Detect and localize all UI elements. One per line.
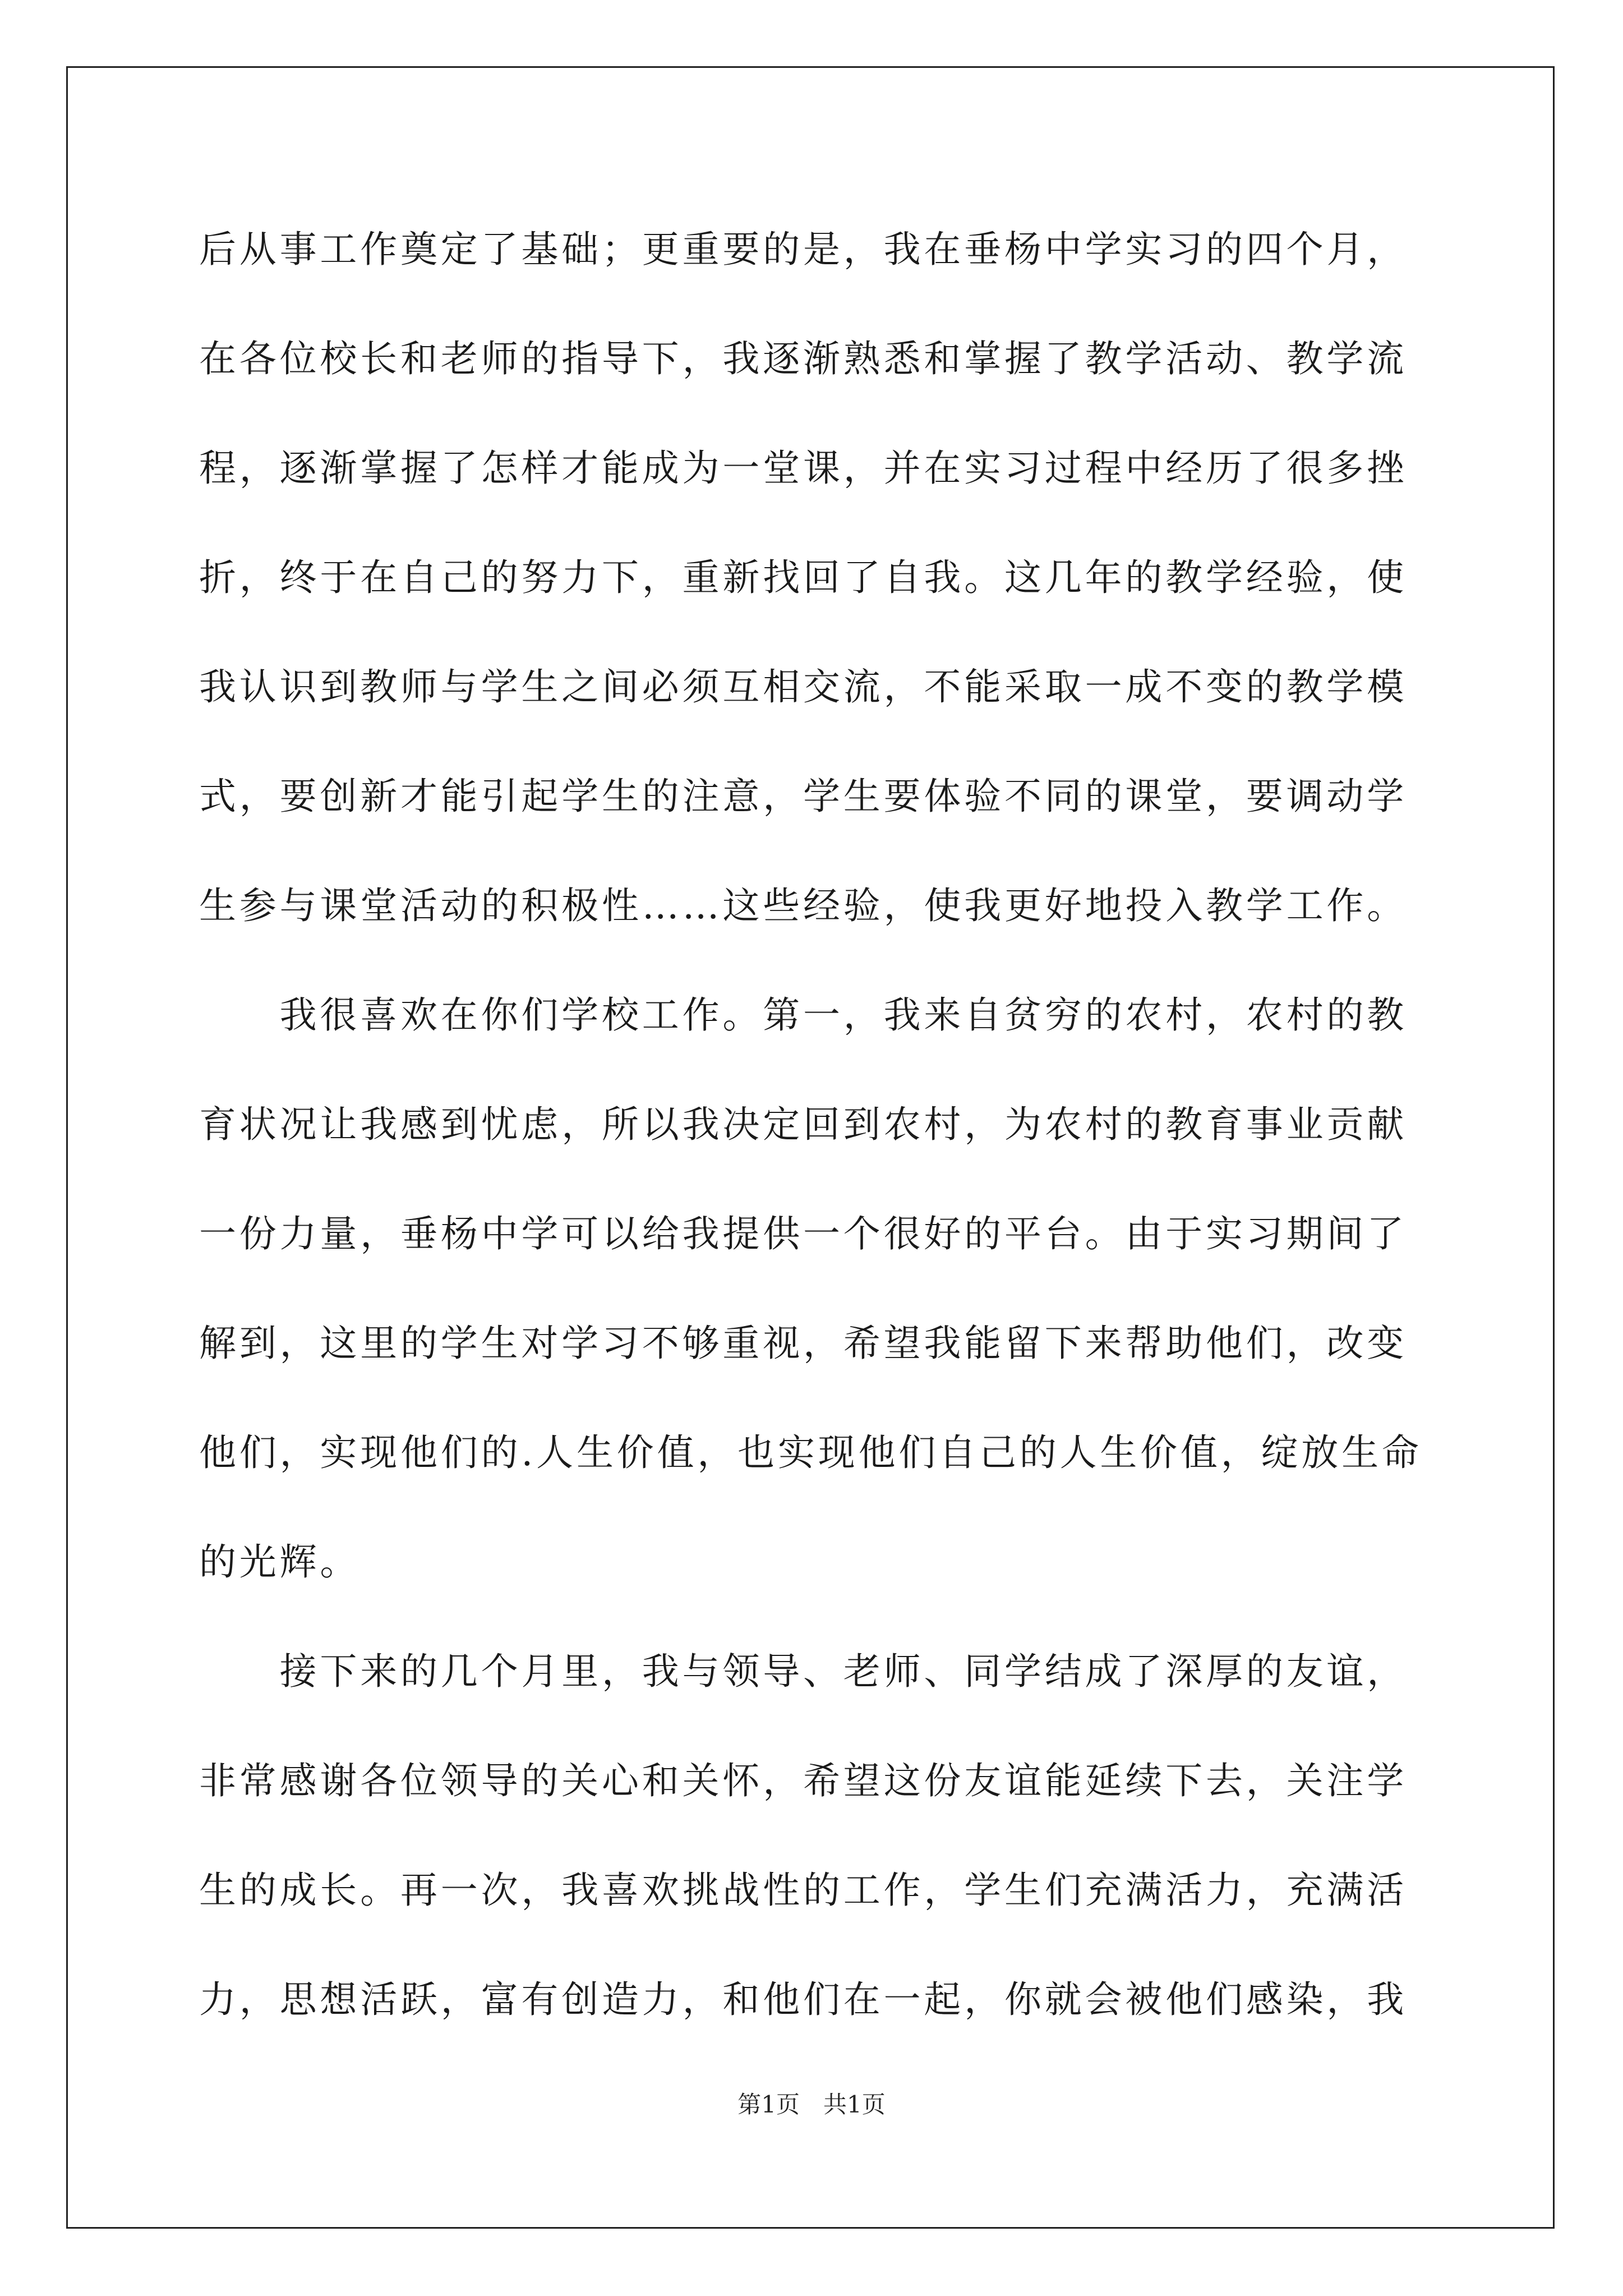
text-line: 接下来的几个月里，我与领导、老师、同学结成了深厚的友谊， bbox=[199, 1650, 1407, 1693]
text-line: 一份力量，垂杨中学可以给我提供一个很好的平台。由于实习期间了 bbox=[199, 1212, 1407, 1255]
text-line: 在各位校长和老师的指导下，我逐渐熟悉和掌握了教学活动、教学流 bbox=[199, 337, 1407, 380]
text-line: 程，逐渐掌握了怎样才能成为一堂课，并在实习过程中经历了很多挫 bbox=[199, 447, 1407, 490]
text-line: 育状况让我感到忧虑，所以我决定回到农村，为农村的教育事业贡献 bbox=[199, 1103, 1407, 1146]
text-line: 力，思想活跃，富有创造力，和他们在一起，你就会被他们感染，我 bbox=[199, 1978, 1407, 2021]
text-line: 生的成长。再一次，我喜欢挑战性的工作，学生们充满活力，充满活 bbox=[199, 1869, 1407, 1912]
text-line: 非常感谢各位领导的关心和关怀，希望这份友谊能延续下去，关注学 bbox=[199, 1759, 1407, 1802]
text-line: 生参与课堂活动的积极性……这些经验，使我更好地投入教学工作。 bbox=[199, 884, 1407, 927]
text-line: 式，要创新才能引起学生的注意，学生要体验不同的课堂，要调动学 bbox=[199, 775, 1407, 818]
text-line: 折，终于在自己的努力下，重新找回了自我。这几年的教学经验，使 bbox=[199, 556, 1407, 599]
text-line: 后从事工作奠定了基础；更重要的是，我在垂杨中学实习的四个月， bbox=[199, 228, 1407, 271]
text-line: 我很喜欢在你们学校工作。第一，我来自贫穷的农村，农村的教 bbox=[199, 993, 1407, 1037]
text-line: 他们，实现他们的.人生价值，也实现他们自己的人生价值，绽放生命 bbox=[199, 1431, 1422, 1474]
text-line: 我认识到教师与学生之间必须互相交流，不能采取一成不变的教学模 bbox=[199, 665, 1407, 708]
page-footer: 第1页 共1页 bbox=[737, 2091, 886, 2118]
text-line: 解到，这里的学生对学习不够重视，希望我能留下来帮助他们，改变 bbox=[199, 1322, 1407, 1365]
text-line: 的光辉。 bbox=[199, 1540, 361, 1584]
